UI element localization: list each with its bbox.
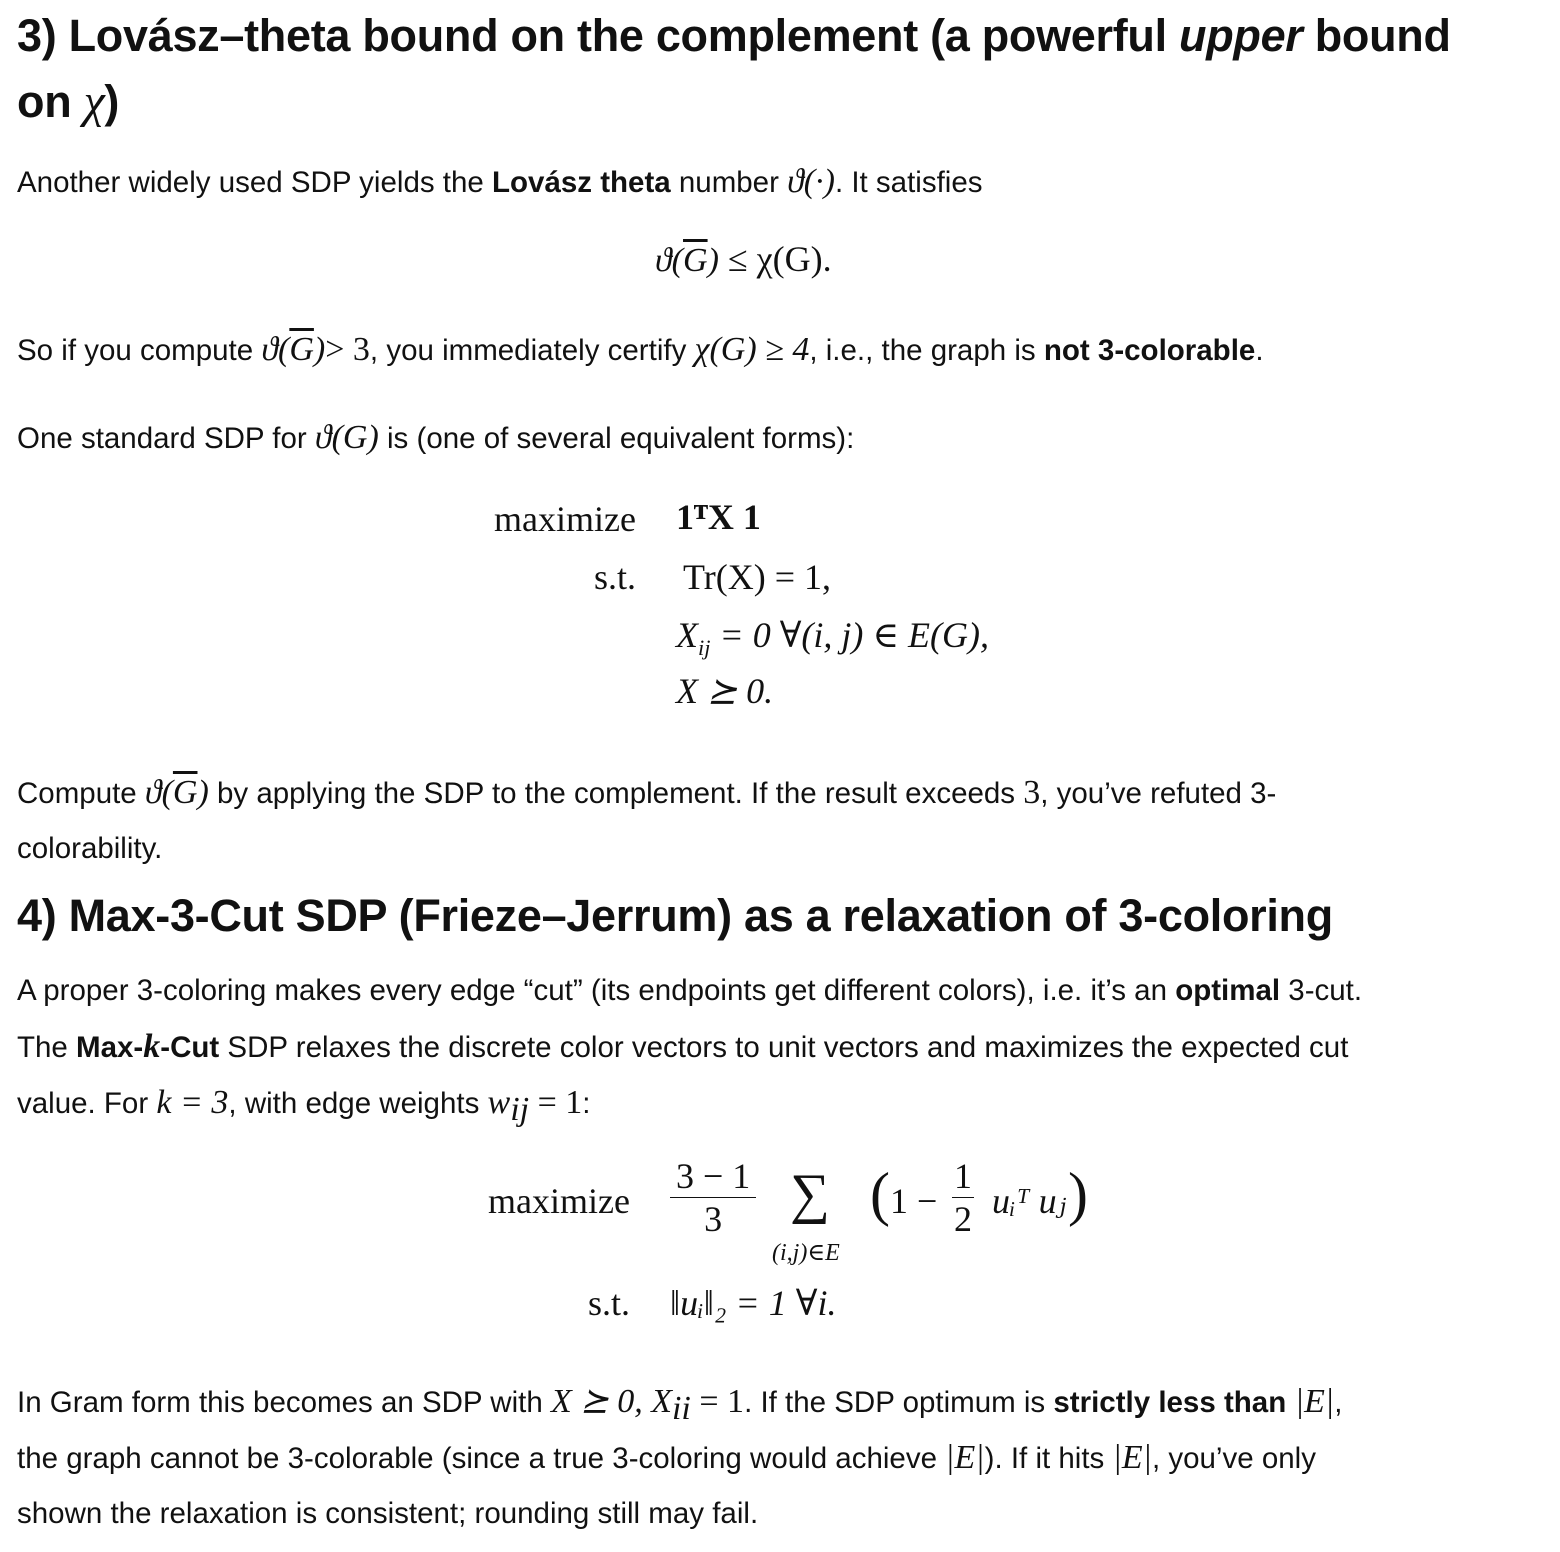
section3-complement-line2 xyxy=(17,821,162,877)
heading-text: bound xyxy=(1302,10,1451,61)
text: So if you compute xyxy=(17,334,262,367)
text: Compute xyxy=(17,777,145,810)
section3-certify xyxy=(17,322,1264,379)
bold-text: -Cut xyxy=(160,1031,220,1064)
math-text: = 1 xyxy=(529,1084,583,1121)
text: Another widely used SDP yields the xyxy=(17,166,492,199)
math-text: X xyxy=(676,615,698,655)
section4-gram xyxy=(17,1374,1342,1437)
fraction-numerator: 3 − 1 xyxy=(670,1155,756,1198)
sdp1-st-label: s.t. xyxy=(593,557,636,597)
text: . If the SDP optimum is xyxy=(744,1386,1054,1419)
math-text: = 0 ∀(i, j) ∈ E(G), xyxy=(710,615,990,655)
section4-intro-line3 xyxy=(17,1075,591,1138)
text: ). If it hits xyxy=(984,1442,1113,1475)
subscript: ij xyxy=(698,635,711,661)
sdp2-half-fraction xyxy=(952,1155,974,1240)
sdp2-sum-subscript: (i,j)∈E xyxy=(772,1240,840,1266)
text: the graph cannot be 3-colorable (since a true 3-coloring would achieve xyxy=(17,1442,946,1475)
math-text: χ(G) ≥ 4 xyxy=(694,331,810,368)
sdp1-objective: 1ᵀX 1 xyxy=(676,497,761,537)
text: colorability. xyxy=(17,832,163,865)
text: One standard SDP for xyxy=(17,422,315,455)
theta-symbol: $ϑ(\overline{G})$ xyxy=(655,242,719,279)
section4-gram-line2 xyxy=(17,1430,1316,1487)
math-k: k xyxy=(143,1028,161,1065)
sdp2-inner-product: uᵢᵀ uⱼ xyxy=(992,1181,1067,1221)
text: 3-cut. xyxy=(1280,974,1363,1007)
sdp2-one-minus: 1 − xyxy=(890,1181,938,1221)
math-text: |E| xyxy=(945,1439,985,1476)
section3-heading-line2 xyxy=(17,70,119,134)
text: , i.e., the graph is xyxy=(809,334,1044,367)
text: , with edge weights xyxy=(228,1087,488,1120)
sdp1-maximize-label: maximize xyxy=(494,499,636,539)
section4-heading: 4) Max-3-Cut SDP (Frieze–Jerrum) as a relaxation of 3-coloring xyxy=(17,890,1333,941)
text: . xyxy=(1255,334,1264,367)
display-inequality xyxy=(655,238,832,280)
bold-text: Max- xyxy=(76,1031,144,1064)
math-text: w xyxy=(487,1084,511,1121)
text: SDP relaxes the discrete color vectors to unit vectors and maximizes the expected cut xyxy=(219,1031,1349,1064)
text: The xyxy=(17,1031,77,1064)
heading-text: 3) Lovász–theta bound on the complement (a powerful xyxy=(17,10,1180,61)
sdp1-constraint-edges xyxy=(676,614,989,661)
bold-text: Lovász theta xyxy=(492,166,671,199)
theta-complement: $ϑ(\overline{G})$ xyxy=(144,774,209,811)
section3-heading xyxy=(17,4,1451,68)
math-text: X ⪰ 0, X xyxy=(550,1383,672,1420)
chi-symbol: χ xyxy=(83,75,105,128)
text: by applying the SDP to the complement. If the result exceeds xyxy=(208,777,1024,810)
bold-text: optimal xyxy=(1175,974,1281,1007)
text: , xyxy=(1334,1386,1343,1419)
math-text: k = 3 xyxy=(156,1084,229,1121)
fraction-numerator: 1 xyxy=(954,1156,972,1196)
heading-text: on xyxy=(17,76,84,127)
sdp2-fraction xyxy=(670,1155,756,1240)
section3-sdp-intro xyxy=(17,410,854,467)
sdp1-constraint-trace: Tr(X) = 1, xyxy=(683,557,831,597)
subscript: ii xyxy=(671,1389,691,1427)
text: is (one of several equivalent forms): xyxy=(378,422,855,455)
sdp2-st-label: s.t. xyxy=(587,1283,630,1323)
heading-emphasis: upper xyxy=(1179,10,1303,61)
text: , you immediately certify xyxy=(369,334,695,367)
text: . It satisfies xyxy=(834,166,983,199)
section3-intro xyxy=(17,154,983,211)
math-text: 3 xyxy=(1023,774,1041,811)
math-text: |E| xyxy=(1286,1383,1335,1420)
text: value. For xyxy=(17,1087,157,1120)
text: In Gram form this becomes an SDP with xyxy=(17,1386,551,1419)
inequality-text: ≤ χ(G). xyxy=(727,239,832,279)
math-theta: ϑ(·) xyxy=(787,163,835,200)
text: , you’ve only xyxy=(1151,1442,1316,1475)
fraction-denominator: 2 xyxy=(954,1199,972,1239)
theta-complement: $ϑ(\overline{G})$ xyxy=(261,331,326,368)
sdp2-constraint-unit: ‖uᵢ‖₂ = 1 ∀i. xyxy=(670,1283,837,1323)
math-text: > 3 xyxy=(325,331,370,368)
heading-text: ) xyxy=(104,76,120,127)
sdp1-constraint-psd: X ⪰ 0. xyxy=(676,671,774,711)
text: number xyxy=(670,166,788,199)
math-text: ϑ(G) xyxy=(314,419,379,456)
sdp2-sum-symbol: ∑ xyxy=(790,1163,830,1225)
text: , you’ve refuted 3- xyxy=(1040,777,1277,810)
section4-intro-line2 xyxy=(17,1019,1348,1076)
text: : xyxy=(582,1087,591,1120)
math-text: |E| xyxy=(1112,1439,1152,1476)
sdp2-paren-open: ( xyxy=(870,1161,890,1227)
sdp2-maximize-label: maximize xyxy=(488,1181,630,1221)
sdp2-paren-close: ) xyxy=(1068,1161,1088,1227)
bold-text: not 3-colorable xyxy=(1043,334,1256,367)
bold-text: strictly less than xyxy=(1053,1386,1287,1419)
text: shown the relaxation is consistent; rounding still may fail. xyxy=(17,1497,759,1530)
text: A proper 3-coloring makes every edge “cut” (its endpoints get different colors), i.e. it’s an xyxy=(17,974,1176,1007)
subscript: ij xyxy=(510,1090,530,1128)
section3-complement xyxy=(17,765,1276,822)
fraction-denominator: 3 xyxy=(704,1199,723,1239)
math-text: = 1 xyxy=(690,1383,745,1420)
section4-intro xyxy=(17,963,1362,1019)
section4-gram-line3 xyxy=(17,1486,758,1542)
